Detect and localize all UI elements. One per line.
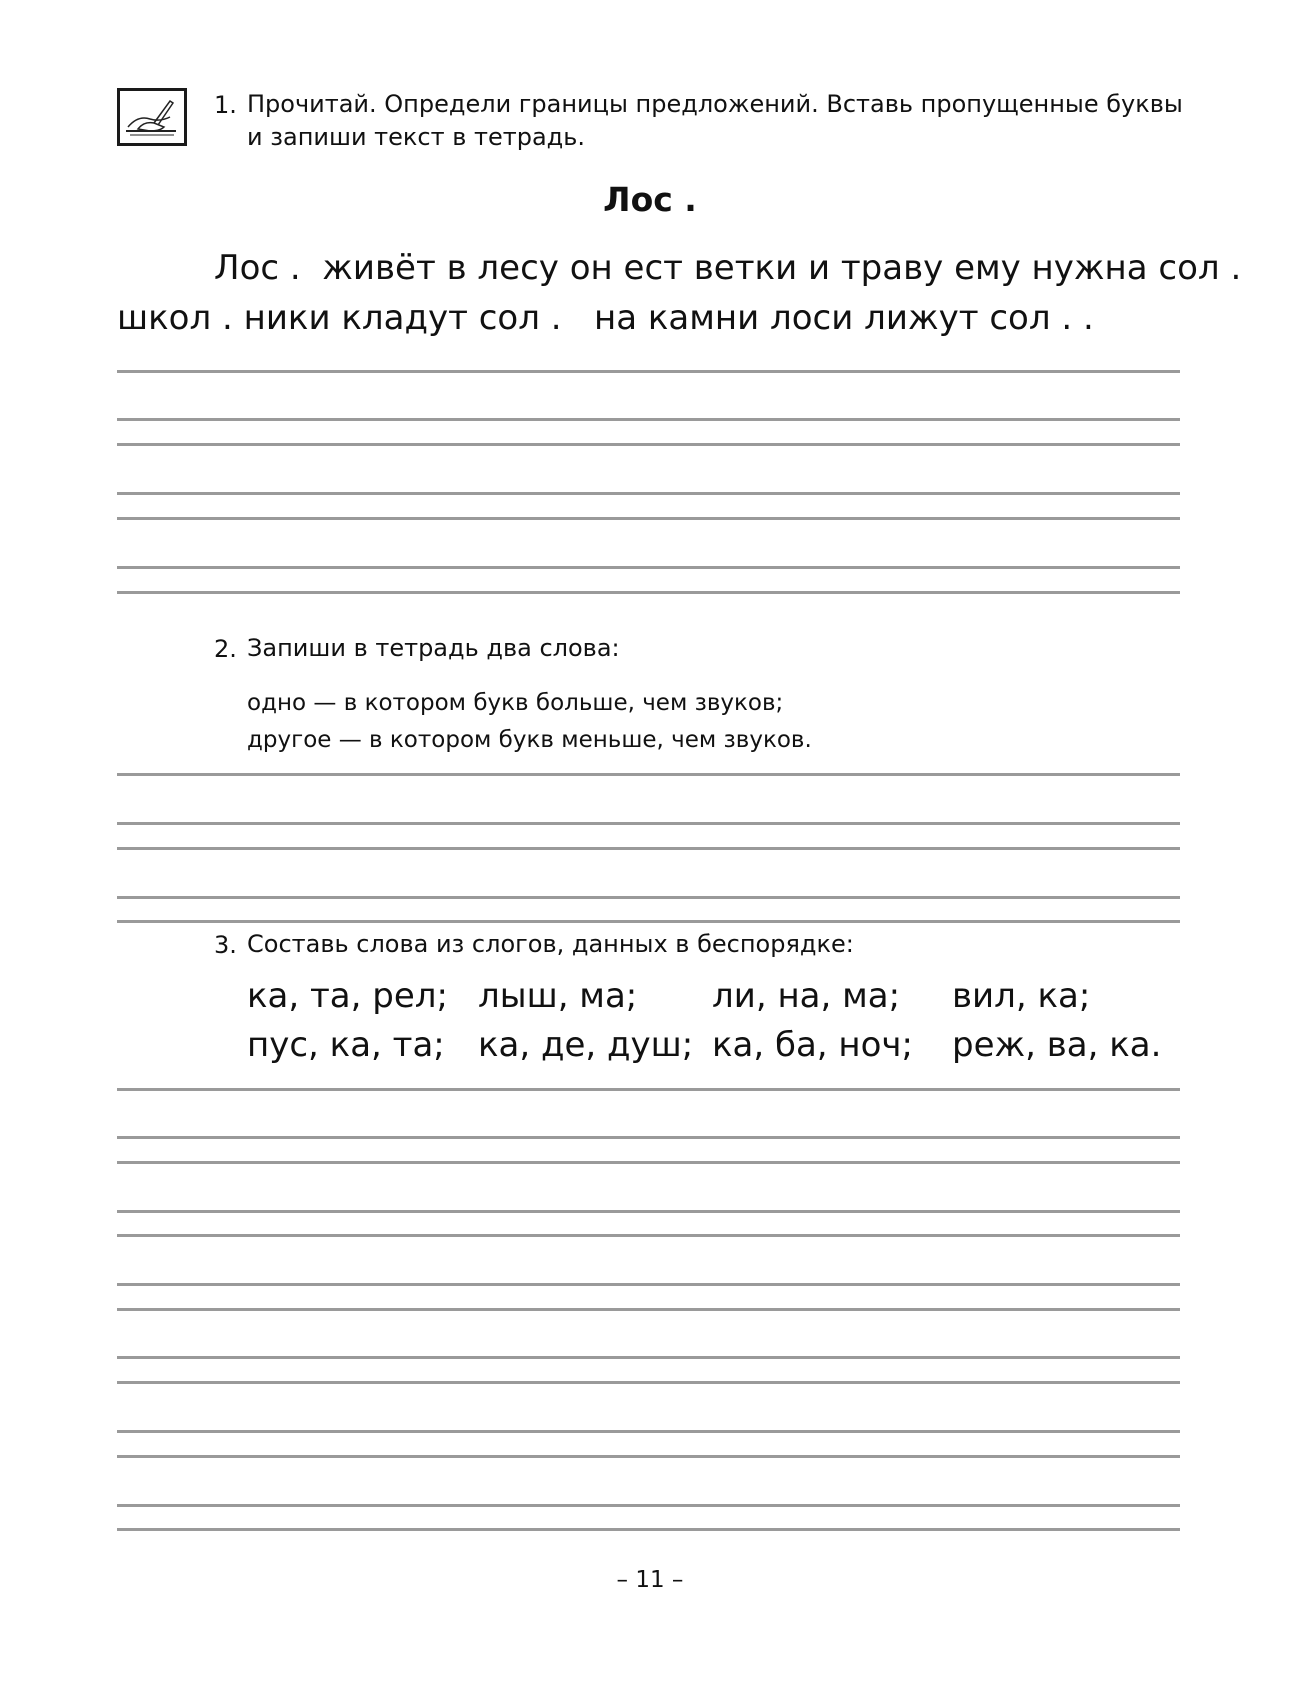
- page-number: – 11 –: [616, 1567, 684, 1593]
- writing-line: [117, 896, 1180, 899]
- syllable-group: реж, ва, ка.: [952, 1025, 1162, 1065]
- writing-line: [117, 566, 1180, 569]
- writing-line: [117, 443, 1180, 446]
- writing-line: [117, 591, 1180, 594]
- writing-line: [117, 1356, 1180, 1359]
- task1-instruction-line2: и запиши текст в тетрадь.: [247, 123, 586, 151]
- task3-instruction: Составь слова из слогов, данных в беспорядке:: [247, 930, 854, 958]
- writing-line: [117, 1088, 1180, 1091]
- syllable-group: вил, ка;: [952, 976, 1091, 1016]
- writing-line: [117, 773, 1180, 776]
- writing-line: [117, 920, 1180, 923]
- writing-line: [117, 1210, 1180, 1213]
- writing-line: [117, 1504, 1180, 1507]
- task1-number: 1.: [214, 91, 237, 119]
- writing-line: [117, 370, 1180, 373]
- writing-line: [117, 1161, 1180, 1164]
- writing-line: [117, 847, 1180, 850]
- writing-line: [117, 492, 1180, 495]
- task3-number: 3.: [214, 931, 237, 959]
- writing-line: [117, 1381, 1180, 1384]
- syllable-group: ли, на, ма;: [712, 976, 901, 1016]
- writing-line: [117, 418, 1180, 421]
- syllable-group: ка, ба, ноч;: [712, 1025, 913, 1065]
- writing-line: [117, 1528, 1180, 1531]
- task1-instruction-line1: Прочитай. Определи границы предложений. Вставь пропущенные буквы: [247, 90, 1183, 118]
- story-text-line1: Лос . живёт в лесу он ест ветки и траву ему нужна сол .: [214, 248, 1242, 288]
- writing-line: [117, 1455, 1180, 1458]
- writing-line: [117, 517, 1180, 520]
- task2-instruction: Запиши в тетрадь два слова:: [247, 634, 620, 662]
- syllable-group: ка, де, душ;: [478, 1025, 694, 1065]
- task2-hint-line2: другое — в котором букв меньше, чем звуков.: [247, 727, 812, 753]
- writing-hand-icon: [117, 88, 187, 146]
- writing-line: [117, 1430, 1180, 1433]
- story-title: Лос .: [603, 180, 697, 219]
- syllable-group: пус, ка, та;: [247, 1025, 445, 1065]
- task2-hint-line1: одно — в котором букв больше, чем звуков;: [247, 690, 784, 716]
- writing-line: [117, 1283, 1180, 1286]
- syllable-group: лыш, ма;: [478, 976, 638, 1016]
- writing-line: [117, 1308, 1180, 1311]
- writing-line: [117, 822, 1180, 825]
- task2-number: 2.: [214, 635, 237, 663]
- writing-line: [117, 1234, 1180, 1237]
- story-text-line2: школ . ники кладут сол . на камни лоси лижут сол . .: [117, 298, 1094, 338]
- syllable-group: ка, та, рел;: [247, 976, 448, 1016]
- writing-line: [117, 1136, 1180, 1139]
